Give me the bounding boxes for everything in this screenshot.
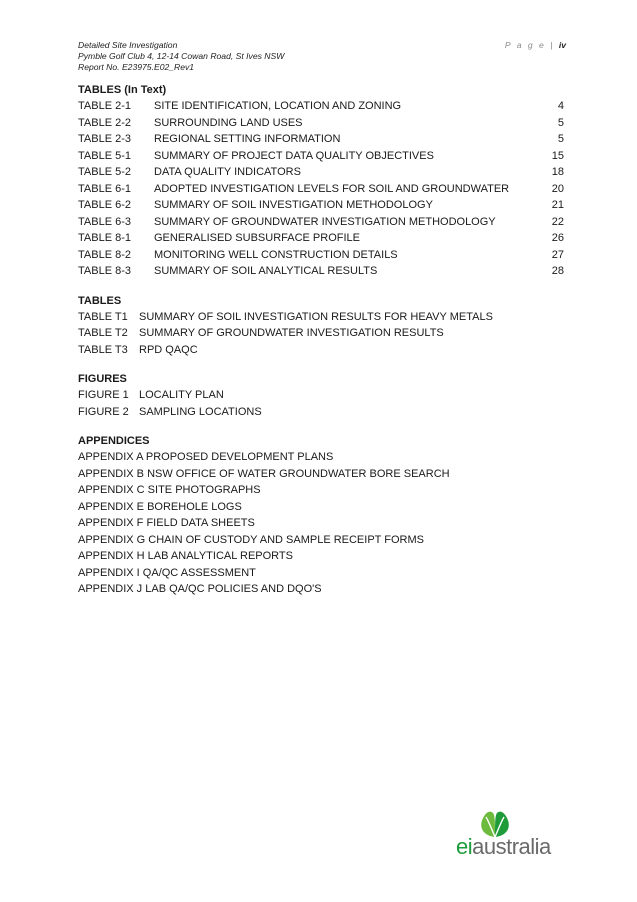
page-ref: 27 bbox=[551, 248, 564, 261]
page-ref: 15 bbox=[551, 149, 564, 162]
logo-ei: ei bbox=[456, 834, 473, 859]
table-title: SUMMARY OF GROUNDWATER INVESTIGATION METHODOLOGY bbox=[154, 215, 496, 228]
toc-row[interactable] bbox=[78, 263, 564, 280]
page-header bbox=[78, 40, 566, 73]
toc-row[interactable] bbox=[78, 115, 564, 132]
table-code: TABLE T3 bbox=[78, 343, 128, 356]
figure-title: SAMPLING LOCATIONS bbox=[139, 405, 262, 418]
toc-row[interactable] bbox=[78, 309, 564, 326]
toc-row[interactable] bbox=[78, 164, 564, 181]
toc-row[interactable] bbox=[78, 197, 564, 214]
table-title: SITE IDENTIFICATION, LOCATION AND ZONING bbox=[154, 100, 402, 112]
page-ref: 22 bbox=[551, 215, 564, 228]
table-title: SUMMARY OF GROUNDWATER INVESTIGATION RESULTS bbox=[139, 327, 444, 339]
toc-row[interactable] bbox=[78, 342, 564, 359]
table-code: TABLE 2-3 bbox=[78, 133, 131, 145]
table-code: TABLE 8-1 bbox=[78, 232, 131, 244]
tables-in-text-list bbox=[78, 98, 564, 280]
toc-row[interactable] bbox=[78, 214, 564, 231]
report-title: Detailed Site Investigation bbox=[78, 40, 178, 50]
page-ref: 5 bbox=[557, 133, 564, 145]
section-spacer bbox=[78, 280, 564, 293]
table-title: SUMMARY OF SOIL INVESTIGATION RESULTS FOR HEAVY METALS bbox=[139, 310, 493, 323]
table-title: SUMMARY OF SOIL ANALYTICAL RESULTS bbox=[154, 265, 378, 277]
toc-row[interactable] bbox=[78, 247, 564, 264]
section-spacer bbox=[78, 358, 564, 371]
toc-row[interactable] bbox=[78, 181, 564, 198]
toc-row[interactable] bbox=[78, 131, 564, 148]
appendix-item[interactable]: APPENDIX I QA/QC ASSESSMENT bbox=[78, 566, 256, 579]
table-code: TABLE 6-2 bbox=[78, 199, 131, 211]
toc-row[interactable] bbox=[78, 387, 564, 404]
page-ref: 18 bbox=[551, 166, 564, 178]
page-ref: 21 bbox=[551, 199, 564, 211]
table-code: TABLE 8-3 bbox=[78, 265, 131, 277]
table-code: TABLE 6-3 bbox=[78, 215, 131, 228]
page-ref: 26 bbox=[551, 232, 564, 244]
table-title: MONITORING WELL CONSTRUCTION DETAILS bbox=[154, 248, 398, 261]
report-number: Report No. E23975.E02_Rev1 bbox=[78, 62, 195, 72]
figure-code: FIGURE 1 bbox=[78, 389, 129, 401]
tables-in-text-heading: TABLES (In Text) bbox=[78, 84, 167, 96]
table-title: SUMMARY OF PROJECT DATA QUALITY OBJECTIVES bbox=[154, 149, 434, 162]
table-title: ADOPTED INVESTIGATION LEVELS FOR SOIL AND GROUNDWATER bbox=[154, 182, 510, 195]
page-ref: 4 bbox=[557, 100, 564, 112]
table-title: SUMMARY OF SOIL INVESTIGATION METHODOLOGY bbox=[154, 199, 433, 211]
toc-row[interactable] bbox=[78, 230, 564, 247]
appendix-item[interactable]: APPENDIX E BOREHOLE LOGS bbox=[78, 500, 242, 513]
table-title: SURROUNDING LAND USES bbox=[154, 116, 303, 129]
table-code: TABLE T1 bbox=[78, 310, 128, 323]
appendix-item[interactable]: APPENDIX F FIELD DATA SHEETS bbox=[78, 517, 255, 529]
appendices-list bbox=[78, 449, 564, 598]
appendix-item[interactable]: APPENDIX J LAB QA/QC POLICIES AND DQO'S bbox=[78, 583, 322, 595]
tables-heading: TABLES bbox=[78, 294, 122, 307]
appendix-item[interactable]: APPENDIX H LAB ANALYTICAL REPORTS bbox=[78, 550, 293, 562]
appendix-item[interactable]: APPENDIX G CHAIN OF CUSTODY AND SAMPLE RECEIPT FORMS bbox=[78, 533, 424, 546]
toc-row[interactable] bbox=[78, 98, 564, 115]
page-prefix: P a g e | bbox=[504, 40, 555, 50]
toc-row[interactable] bbox=[78, 404, 564, 421]
table-code: TABLE T2 bbox=[78, 327, 128, 339]
eiaustralia-logo bbox=[456, 808, 566, 860]
appendix-item[interactable]: APPENDIX C SITE PHOTOGRAPHS bbox=[78, 484, 261, 496]
table-code: TABLE 6-1 bbox=[78, 182, 131, 195]
table-code: TABLE 2-1 bbox=[78, 100, 131, 112]
table-code: TABLE 8-2 bbox=[78, 248, 131, 261]
page-ref: 5 bbox=[557, 116, 564, 129]
table-of-contents bbox=[78, 82, 564, 598]
appendix-item[interactable]: APPENDIX B NSW OFFICE OF WATER GROUNDWATER BORE SEARCH bbox=[78, 467, 450, 480]
page-number-value: iv bbox=[558, 40, 566, 50]
appendices-heading: APPENDICES bbox=[78, 435, 150, 447]
site-address: Pymble Golf Club 4, 12-14 Cowan Road, St Ives NSW bbox=[78, 51, 285, 61]
table-title: GENERALISED SUBSURFACE PROFILE bbox=[154, 232, 360, 244]
table-title: REGIONAL SETTING INFORMATION bbox=[154, 133, 341, 145]
figure-code: FIGURE 2 bbox=[78, 405, 129, 418]
table-title: RPD QAQC bbox=[139, 343, 198, 356]
tables-list bbox=[78, 309, 564, 359]
table-code: TABLE 5-2 bbox=[78, 166, 131, 178]
figures-list bbox=[78, 387, 564, 420]
table-code: TABLE 2-2 bbox=[78, 116, 131, 129]
figures-heading: FIGURES bbox=[78, 373, 127, 385]
section-spacer bbox=[78, 420, 564, 433]
page-ref: 28 bbox=[551, 265, 564, 277]
toc-row[interactable] bbox=[78, 325, 564, 342]
figure-title: LOCALITY PLAN bbox=[139, 389, 224, 401]
table-code: TABLE 5-1 bbox=[78, 149, 131, 162]
logo-australia: australia bbox=[472, 834, 551, 859]
toc-row[interactable] bbox=[78, 148, 564, 165]
appendix-item[interactable]: APPENDIX A PROPOSED DEVELOPMENT PLANS bbox=[78, 451, 334, 463]
logo-wordmark bbox=[456, 834, 551, 860]
page-number bbox=[505, 40, 566, 50]
table-title: DATA QUALITY INDICATORS bbox=[154, 166, 301, 178]
page-ref: 20 bbox=[551, 182, 564, 195]
